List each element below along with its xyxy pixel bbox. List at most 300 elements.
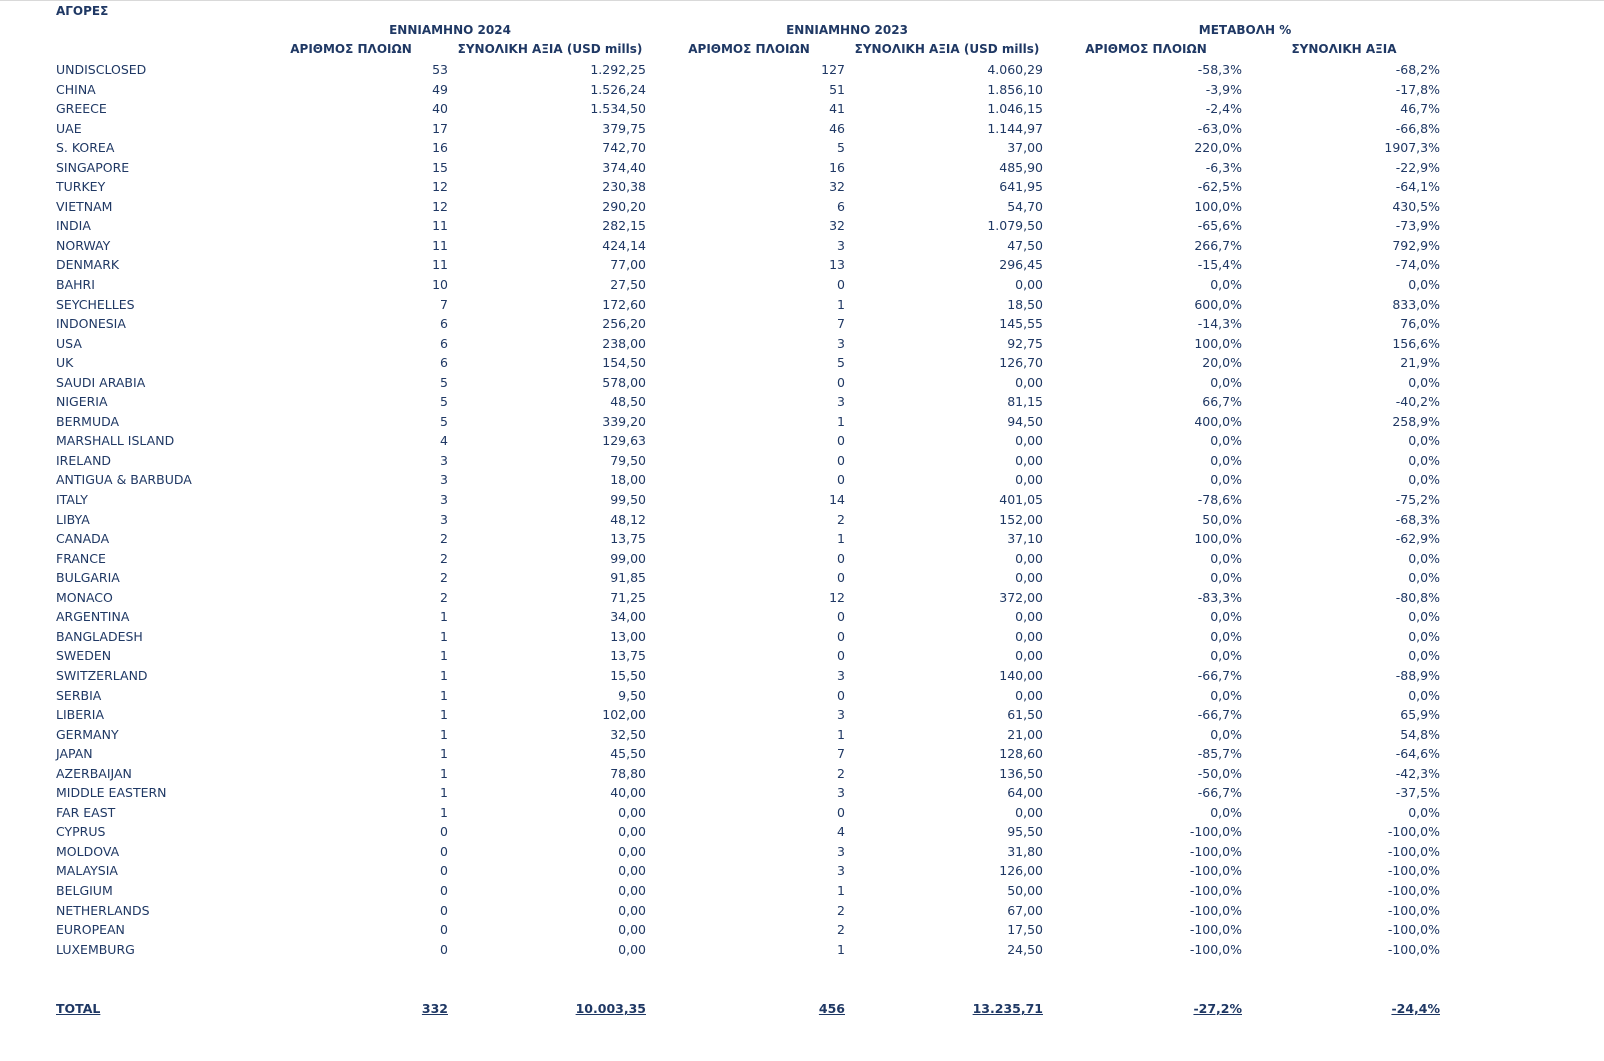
- change-value: 0,0%: [1408, 374, 1440, 390]
- value-2024: 13,00: [610, 628, 646, 644]
- ships-2023: 1: [837, 882, 845, 898]
- change-value: 0,0%: [1408, 550, 1440, 566]
- value-2024: 102,00: [602, 707, 646, 723]
- ships-2023: 7: [837, 316, 845, 332]
- table-row: [0, 861, 1604, 881]
- country-name: FAR EAST: [56, 804, 116, 820]
- table-row: [0, 666, 1604, 686]
- country-name: CYPRUS: [56, 824, 106, 840]
- change-value: -100,0%: [1387, 863, 1440, 879]
- value-2024: 1.292,25: [590, 62, 646, 77]
- total-value-2023: 13.235,71: [972, 1001, 1043, 1016]
- ships-2023: 0: [837, 687, 845, 703]
- value-2024: 91,85: [610, 570, 646, 586]
- change-value: 0,0%: [1408, 452, 1440, 468]
- ships-2024: 12: [432, 179, 448, 195]
- change-value: -68,2%: [1395, 62, 1440, 77]
- value-2024: 0,00: [618, 863, 646, 879]
- change-value: 0,0%: [1408, 472, 1440, 488]
- total-ships-2023: 456: [818, 1001, 845, 1016]
- ships-2024: 11: [432, 218, 448, 234]
- country-name: BULGARIA: [56, 570, 120, 586]
- change-value: -42,3%: [1395, 765, 1440, 781]
- change-ships: 0,0%: [1210, 687, 1242, 703]
- table-row: [0, 920, 1604, 940]
- value-2024: 290,20: [602, 198, 646, 214]
- table-row: [0, 353, 1604, 373]
- value-2024: 99,50: [610, 492, 646, 508]
- change-value: -37,5%: [1395, 785, 1440, 801]
- country-name: MARSHALL ISLAND: [56, 433, 175, 449]
- subheader-ships-2023: ΑΡΙΘΜΟΣ ΠΛΟΙΩΝ: [688, 42, 810, 56]
- value-2024: 71,25: [610, 589, 646, 605]
- country-name: LIBERIA: [56, 707, 105, 723]
- ships-2023: 0: [837, 374, 845, 390]
- ships-2023: 0: [837, 648, 845, 664]
- table-row: [0, 216, 1604, 236]
- country-name: IRELAND: [56, 452, 112, 468]
- total-row: [0, 999, 1604, 1019]
- table-row: [0, 60, 1604, 80]
- table-row: [0, 295, 1604, 315]
- change-value: 0,0%: [1408, 277, 1440, 293]
- subheader-ships-change: ΑΡΙΘΜΟΣ ΠΛΟΙΩΝ: [1085, 42, 1207, 56]
- ships-2024: 0: [440, 843, 448, 859]
- value-2023: 1.079,50: [987, 218, 1043, 234]
- change-ships: -100,0%: [1189, 843, 1242, 859]
- value-2024: 27,50: [610, 277, 646, 293]
- country-name: BELGIUM: [56, 882, 113, 898]
- table-row: [0, 705, 1604, 725]
- change-value: 0,0%: [1408, 804, 1440, 820]
- value-2024: 0,00: [618, 843, 646, 859]
- value-2024: 0,00: [618, 882, 646, 898]
- value-2024: 424,14: [602, 237, 646, 253]
- value-2024: 79,50: [610, 452, 646, 468]
- value-2023: 0,00: [1015, 277, 1043, 293]
- value-2024: 578,00: [602, 374, 646, 390]
- change-ships: 0,0%: [1210, 609, 1242, 625]
- country-name: INDIA: [56, 218, 91, 234]
- change-ships: 400,0%: [1194, 413, 1242, 429]
- value-2024: 32,50: [610, 726, 646, 742]
- change-ships: 220,0%: [1194, 140, 1242, 156]
- table-row: [0, 783, 1604, 803]
- table-row: [0, 490, 1604, 510]
- value-2024: 374,40: [602, 159, 646, 175]
- value-2023: 61,50: [1007, 707, 1043, 723]
- ships-2024: 0: [440, 922, 448, 938]
- ships-2024: 1: [440, 648, 448, 664]
- ships-2024: 3: [440, 492, 448, 508]
- value-2024: 282,15: [602, 218, 646, 234]
- value-2023: 18,50: [1007, 296, 1043, 312]
- table-row: [0, 725, 1604, 745]
- value-2023: 485,90: [999, 159, 1043, 175]
- value-2024: 9,50: [618, 687, 646, 703]
- change-value: 833,0%: [1392, 296, 1440, 312]
- group-header-change: ΜΕΤΑΒΟΛΗ %: [1198, 23, 1292, 37]
- change-ships: -100,0%: [1189, 882, 1242, 898]
- change-ships: 0,0%: [1210, 726, 1242, 742]
- top-border: [0, 0, 1604, 1]
- ships-2024: 11: [432, 237, 448, 253]
- ships-2023: 1: [837, 941, 845, 957]
- change-ships: 266,7%: [1194, 237, 1242, 253]
- ships-2023: 32: [829, 179, 845, 195]
- ships-2023: 2: [837, 902, 845, 918]
- country-name: FRANCE: [56, 550, 106, 566]
- change-ships: -62,5%: [1197, 179, 1242, 195]
- ships-2024: 6: [440, 335, 448, 351]
- ships-2024: 1: [440, 765, 448, 781]
- change-value: -73,9%: [1395, 218, 1440, 234]
- country-name: SAUDI ARABIA: [56, 374, 146, 390]
- value-2024: 45,50: [610, 746, 646, 762]
- value-2023: 372,00: [999, 589, 1043, 605]
- group-header-2023: ΕΝΝΙΑΜΗΝΟ 2023: [786, 23, 908, 37]
- value-2023: 296,45: [999, 257, 1043, 273]
- change-ships: -2,4%: [1205, 101, 1242, 117]
- value-2023: 0,00: [1015, 433, 1043, 449]
- ships-2023: 1: [837, 726, 845, 742]
- country-name: UAE: [56, 120, 82, 136]
- country-name: UK: [56, 355, 74, 371]
- country-name: MONACO: [56, 589, 113, 605]
- change-value: 156,6%: [1392, 335, 1440, 351]
- value-2023: 0,00: [1015, 804, 1043, 820]
- ships-2023: 2: [837, 765, 845, 781]
- ships-2024: 1: [440, 746, 448, 762]
- table-row: [0, 764, 1604, 784]
- country-name: GREECE: [56, 101, 107, 117]
- group-header-2024: ΕΝΝΙΑΜΗΝΟ 2024: [389, 23, 511, 37]
- change-ships: -66,7%: [1197, 707, 1242, 723]
- change-value: 1907,3%: [1384, 140, 1440, 156]
- table-row: [0, 686, 1604, 706]
- ships-2023: 14: [829, 492, 845, 508]
- value-2024: 230,38: [602, 179, 646, 195]
- change-ships: -66,7%: [1197, 667, 1242, 683]
- ships-2023: 2: [837, 511, 845, 527]
- ships-2023: 0: [837, 433, 845, 449]
- country-name: SWITZERLAND: [56, 667, 148, 683]
- change-value: 0,0%: [1408, 648, 1440, 664]
- value-2023: 67,00: [1007, 902, 1043, 918]
- total-label: TOTAL: [56, 1001, 101, 1016]
- change-ships: 0,0%: [1210, 648, 1242, 664]
- country-name: EUROPEAN: [56, 922, 125, 938]
- ships-2024: 1: [440, 628, 448, 644]
- country-name: ARGENTINA: [56, 609, 130, 625]
- ships-2024: 49: [432, 81, 448, 97]
- value-2024: 256,20: [602, 316, 646, 332]
- change-value: -100,0%: [1387, 902, 1440, 918]
- value-2024: 742,70: [602, 140, 646, 156]
- ships-2023: 0: [837, 804, 845, 820]
- country-name: BANGLADESH: [56, 628, 143, 644]
- table-row: [0, 881, 1604, 901]
- change-ships: -58,3%: [1197, 62, 1242, 77]
- total-change-ships: -27,2%: [1193, 1001, 1242, 1016]
- value-2023: 4.060,29: [987, 62, 1043, 77]
- value-2023: 92,75: [1007, 335, 1043, 351]
- subheader-ships-2024: ΑΡΙΘΜΟΣ ΠΛΟΙΩΝ: [290, 42, 412, 56]
- change-value: -100,0%: [1387, 824, 1440, 840]
- change-value: 65,9%: [1400, 707, 1440, 723]
- change-value: 21,9%: [1400, 355, 1440, 371]
- ships-2024: 3: [440, 511, 448, 527]
- table-row: [0, 334, 1604, 354]
- table-row: [0, 470, 1604, 490]
- country-name: AZERBAIJAN: [56, 765, 132, 781]
- table-row: [0, 119, 1604, 139]
- total-value-2024: 10.003,35: [575, 1001, 646, 1016]
- table-row: [0, 99, 1604, 119]
- ships-2024: 7: [440, 296, 448, 312]
- ships-2023: 16: [829, 159, 845, 175]
- value-2023: 126,00: [999, 863, 1043, 879]
- ships-2024: 1: [440, 785, 448, 801]
- value-2023: 0,00: [1015, 472, 1043, 488]
- country-name: JAPAN: [56, 746, 93, 762]
- table-row: [0, 744, 1604, 764]
- table-row: [0, 373, 1604, 393]
- table-row: [0, 822, 1604, 842]
- ships-2024: 10: [432, 277, 448, 293]
- value-2023: 37,00: [1007, 140, 1043, 156]
- ships-2023: 2: [837, 922, 845, 938]
- table-row: [0, 549, 1604, 569]
- ships-2023: 127: [821, 62, 845, 77]
- ships-2024: 2: [440, 570, 448, 586]
- change-value: -68,3%: [1395, 511, 1440, 527]
- change-value: -100,0%: [1387, 941, 1440, 957]
- table-row: [0, 901, 1604, 921]
- change-ships: -85,7%: [1197, 746, 1242, 762]
- table-row: [0, 431, 1604, 451]
- ships-2024: 3: [440, 452, 448, 468]
- ships-2024: 6: [440, 355, 448, 371]
- value-2024: 0,00: [618, 922, 646, 938]
- ships-2023: 0: [837, 609, 845, 625]
- ships-2024: 53: [432, 62, 448, 77]
- ships-2023: 6: [837, 198, 845, 214]
- ships-2024: 2: [440, 589, 448, 605]
- ships-2023: 1: [837, 413, 845, 429]
- value-2023: 64,00: [1007, 785, 1043, 801]
- ships-2023: 0: [837, 570, 845, 586]
- value-2024: 172,60: [602, 296, 646, 312]
- ships-2024: 1: [440, 804, 448, 820]
- change-value: -66,8%: [1395, 120, 1440, 136]
- value-2024: 48,50: [610, 394, 646, 410]
- change-ships: -50,0%: [1197, 765, 1242, 781]
- table-row: [0, 255, 1604, 275]
- country-name: UNDISCLOSED: [56, 62, 147, 77]
- ships-2023: 7: [837, 746, 845, 762]
- change-ships: -100,0%: [1189, 922, 1242, 938]
- change-ships: 100,0%: [1194, 531, 1242, 547]
- value-2024: 13,75: [610, 531, 646, 547]
- change-value: -74,0%: [1395, 257, 1440, 273]
- ships-2024: 15: [432, 159, 448, 175]
- country-name: INDONESIA: [56, 316, 126, 332]
- change-value: -64,6%: [1395, 746, 1440, 762]
- value-2023: 136,50: [999, 765, 1043, 781]
- ships-2024: 5: [440, 374, 448, 390]
- value-2024: 15,50: [610, 667, 646, 683]
- country-name: BERMUDA: [56, 413, 120, 429]
- change-ships: 0,0%: [1210, 452, 1242, 468]
- ships-2024: 4: [440, 433, 448, 449]
- value-2023: 0,00: [1015, 628, 1043, 644]
- table-row: [0, 529, 1604, 549]
- change-ships: 20,0%: [1202, 355, 1242, 371]
- change-value: 0,0%: [1408, 628, 1440, 644]
- value-2023: 0,00: [1015, 550, 1043, 566]
- ships-2024: 1: [440, 687, 448, 703]
- change-value: -62,9%: [1395, 531, 1440, 547]
- subheader-value-change: ΣΥΝΟΛΙΚΗ ΑΞΙΑ: [1291, 42, 1397, 56]
- ships-2023: 3: [837, 394, 845, 410]
- change-ships: 50,0%: [1202, 511, 1242, 527]
- ships-2024: 2: [440, 531, 448, 547]
- value-2023: 31,80: [1007, 843, 1043, 859]
- ships-2024: 1: [440, 707, 448, 723]
- total-change-value: -24,4%: [1391, 1001, 1440, 1016]
- change-ships: 0,0%: [1210, 804, 1242, 820]
- table-row: [0, 138, 1604, 158]
- change-value: -80,8%: [1395, 589, 1440, 605]
- change-ships: 0,0%: [1210, 433, 1242, 449]
- ships-2023: 32: [829, 218, 845, 234]
- value-2023: 140,00: [999, 667, 1043, 683]
- ships-2023: 0: [837, 550, 845, 566]
- markets-table-body: [0, 60, 1604, 959]
- ships-2023: 3: [837, 785, 845, 801]
- change-ships: 0,0%: [1210, 550, 1242, 566]
- change-value: -64,1%: [1395, 179, 1440, 195]
- change-ships: 66,7%: [1202, 394, 1242, 410]
- value-2023: 81,15: [1007, 394, 1043, 410]
- value-2023: 95,50: [1007, 824, 1043, 840]
- ships-2024: 16: [432, 140, 448, 156]
- ships-2023: 3: [837, 667, 845, 683]
- value-2023: 24,50: [1007, 941, 1043, 957]
- value-2023: 50,00: [1007, 882, 1043, 898]
- country-name: SERBIA: [56, 687, 102, 703]
- change-ships: 0,0%: [1210, 472, 1242, 488]
- ships-2023: 12: [829, 589, 845, 605]
- change-ships: -14,3%: [1197, 316, 1242, 332]
- change-ships: -100,0%: [1189, 941, 1242, 957]
- country-name: DENMARK: [56, 257, 120, 273]
- subheader-value-2024: ΣΥΝΟΛΙΚΗ ΑΞΙΑ (USD mills): [457, 42, 643, 56]
- ships-2024: 6: [440, 316, 448, 332]
- country-name: CHINA: [56, 81, 96, 97]
- ships-2024: 1: [440, 726, 448, 742]
- change-value: 792,9%: [1392, 237, 1440, 253]
- change-ships: 0,0%: [1210, 277, 1242, 293]
- country-name: NETHERLANDS: [56, 902, 150, 918]
- value-2024: 154,50: [602, 355, 646, 371]
- change-value: -17,8%: [1395, 81, 1440, 97]
- value-2023: 152,00: [999, 511, 1043, 527]
- country-name: USA: [56, 335, 82, 351]
- ships-2024: 0: [440, 863, 448, 879]
- value-2024: 1.526,24: [590, 81, 646, 97]
- change-ships: -63,0%: [1197, 120, 1242, 136]
- ships-2024: 2: [440, 550, 448, 566]
- value-2024: 78,80: [610, 765, 646, 781]
- ships-2024: 17: [432, 120, 448, 136]
- value-2023: 94,50: [1007, 413, 1043, 429]
- ships-2023: 0: [837, 452, 845, 468]
- value-2024: 0,00: [618, 824, 646, 840]
- value-2024: 48,12: [610, 511, 646, 527]
- value-2023: 0,00: [1015, 374, 1043, 390]
- ships-2023: 5: [837, 140, 845, 156]
- country-name: CANADA: [56, 531, 110, 547]
- country-name: SWEDEN: [56, 648, 112, 664]
- change-ships: 0,0%: [1210, 570, 1242, 586]
- value-2024: 34,00: [610, 609, 646, 625]
- value-2024: 77,00: [610, 257, 646, 273]
- ships-2024: 0: [440, 902, 448, 918]
- change-value: -88,9%: [1395, 667, 1440, 683]
- change-value: -22,9%: [1395, 159, 1440, 175]
- ships-2023: 3: [837, 843, 845, 859]
- value-2024: 99,00: [610, 550, 646, 566]
- value-2023: 0,00: [1015, 570, 1043, 586]
- country-name: TURKEY: [56, 179, 106, 195]
- value-2023: 54,70: [1007, 198, 1043, 214]
- country-name: GERMANY: [56, 726, 119, 742]
- change-ships: 0,0%: [1210, 628, 1242, 644]
- subheader-value-2023: ΣΥΝΟΛΙΚΗ ΑΞΙΑ (USD mills): [854, 42, 1040, 56]
- country-name: SINGAPORE: [56, 159, 130, 175]
- change-value: -100,0%: [1387, 843, 1440, 859]
- change-ships: -100,0%: [1189, 824, 1242, 840]
- ships-2023: 3: [837, 863, 845, 879]
- value-2023: 37,10: [1007, 531, 1043, 547]
- value-2023: 0,00: [1015, 687, 1043, 703]
- value-2024: 379,75: [602, 120, 646, 136]
- country-name: MALAYSIA: [56, 863, 118, 879]
- country-name: BAHRI: [56, 277, 95, 293]
- table-row: [0, 940, 1604, 960]
- table-row: [0, 412, 1604, 432]
- change-value: -100,0%: [1387, 922, 1440, 938]
- country-name: ANTIGUA & BARBUDA: [56, 472, 192, 488]
- value-2024: 1.534,50: [590, 101, 646, 117]
- value-2023: 47,50: [1007, 237, 1043, 253]
- ships-2024: 0: [440, 882, 448, 898]
- table-row: [0, 627, 1604, 647]
- change-value: 0,0%: [1408, 609, 1440, 625]
- value-2023: 17,50: [1007, 922, 1043, 938]
- value-2023: 641,95: [999, 179, 1043, 195]
- ships-2024: 11: [432, 257, 448, 273]
- ships-2024: 12: [432, 198, 448, 214]
- change-value: -100,0%: [1387, 882, 1440, 898]
- table-row: [0, 842, 1604, 862]
- table-row: [0, 588, 1604, 608]
- table-row: [0, 275, 1604, 295]
- table-row: [0, 451, 1604, 471]
- ships-2023: 0: [837, 472, 845, 488]
